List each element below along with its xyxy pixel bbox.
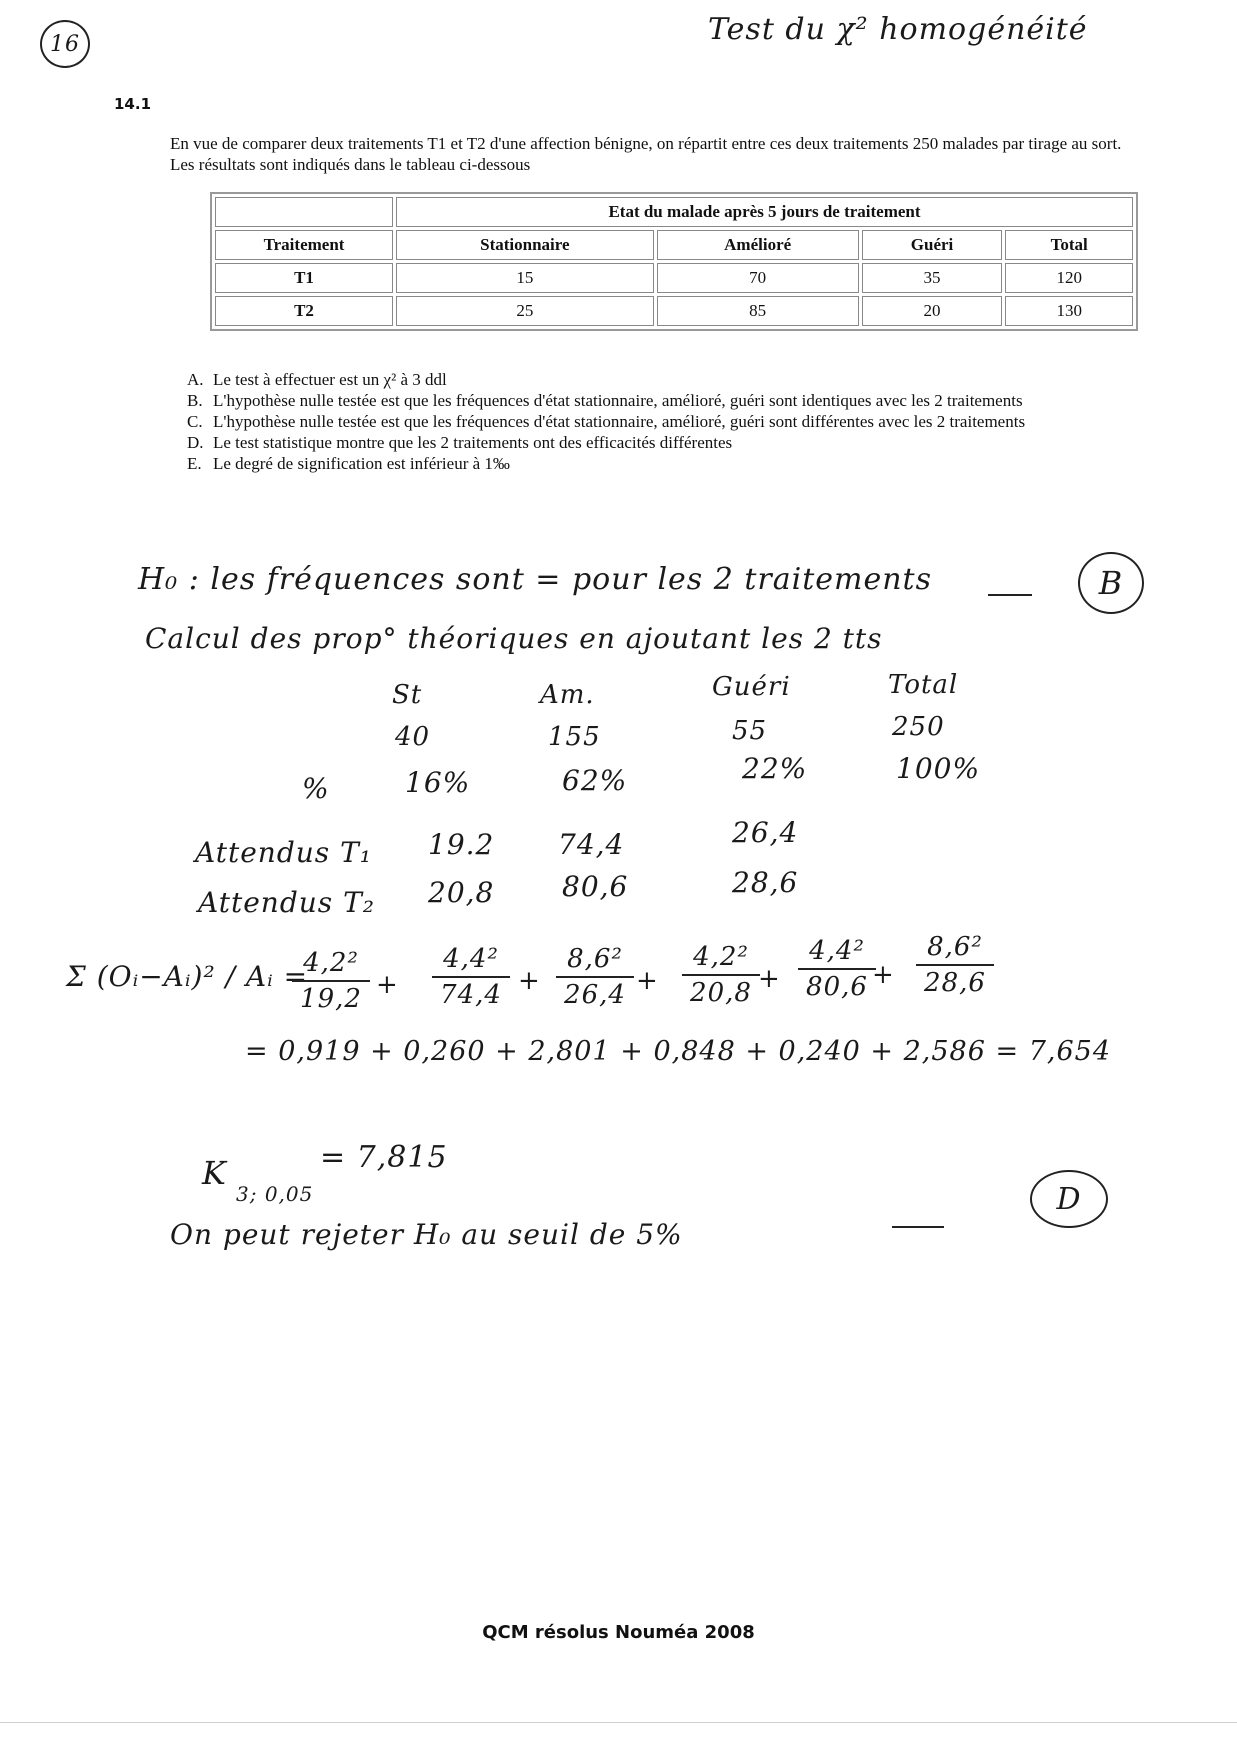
fraction-bar xyxy=(682,974,760,976)
hw-k-label: K xyxy=(202,1154,227,1192)
arrow-2 xyxy=(892,1226,944,1228)
row-label: T2 xyxy=(215,296,393,326)
hw-col-total: Total xyxy=(888,670,959,700)
hw-fraction-num: 8,6² xyxy=(567,944,623,974)
plus-sign: + xyxy=(518,966,541,996)
option-letter: C. xyxy=(187,412,203,431)
hw-count: 250 xyxy=(892,712,945,742)
row-label: T1 xyxy=(215,263,393,293)
option-text: L'hypothèse nulle testée est que les fréquences d'état stationnaire, amélioré, guéri sont identiques avec les 2 traitements xyxy=(213,391,1023,410)
hw-fraction xyxy=(682,942,760,1008)
fraction-bar xyxy=(556,976,634,978)
hw-fraction-den: 28,6 xyxy=(924,968,986,998)
table-row xyxy=(215,296,1133,326)
hw-fraction-num: 4,4² xyxy=(443,944,499,974)
hw-fraction xyxy=(916,932,994,998)
hw-expected-t1: 74,4 xyxy=(558,828,625,861)
hw-fraction-den: 26,4 xyxy=(564,980,626,1010)
option-letter: A. xyxy=(187,370,204,389)
plus-sign: + xyxy=(872,960,895,990)
hw-pct: 100% xyxy=(896,752,981,785)
hw-fraction xyxy=(798,936,876,1002)
page-number-circle xyxy=(40,20,90,68)
option-letter: B. xyxy=(187,391,203,410)
plus-sign: + xyxy=(636,966,659,996)
hw-expected-t1: 26,4 xyxy=(732,816,799,849)
table-empty-cell xyxy=(215,197,393,227)
option-d xyxy=(187,433,1147,452)
hw-expected-t1: 19.2 xyxy=(428,828,495,861)
hw-fraction xyxy=(292,948,370,1014)
option-text: Le test statistique montre que les 2 traitements ont des efficacités différentes xyxy=(213,433,733,452)
column-header: Amélioré xyxy=(657,230,859,260)
table-group-header: Etat du malade après 5 jours de traitement xyxy=(396,197,1133,227)
hw-pct-label: % xyxy=(302,772,330,805)
option-c xyxy=(187,412,1147,431)
hw-col-st: St xyxy=(392,680,423,710)
fraction-bar xyxy=(432,976,510,978)
option-a xyxy=(187,370,1147,389)
hw-fraction-num: 8,6² xyxy=(927,932,983,962)
answer-circle-b xyxy=(1078,552,1144,614)
hw-expected-t2: 28,6 xyxy=(732,866,799,899)
answer-options xyxy=(187,370,1147,475)
table-cell: 70 xyxy=(657,263,859,293)
table-group-header-row xyxy=(215,197,1133,227)
handwritten-title: Test du χ² homogénéité xyxy=(708,12,1088,47)
handwritten-hypothesis: H₀ : les fréquences sont = pour les 2 traitements xyxy=(138,562,933,597)
hw-expected-t1-label: Attendus T₁ xyxy=(195,836,372,869)
option-b xyxy=(187,391,1147,410)
page-number: 16 xyxy=(50,31,80,57)
hw-expected-t2: 80,6 xyxy=(562,870,629,903)
option-letter: D. xyxy=(187,433,204,452)
table-cell: 130 xyxy=(1005,296,1133,326)
table-cell: 120 xyxy=(1005,263,1133,293)
plus-sign: + xyxy=(758,964,781,994)
option-e xyxy=(187,454,1147,473)
hw-pct: 16% xyxy=(405,766,471,799)
option-text: Le degré de signification est inférieur à 1‰ xyxy=(213,454,510,473)
page-bottom-line xyxy=(0,1722,1237,1723)
hw-conclusion: On peut rejeter H₀ au seuil de 5% xyxy=(170,1218,683,1251)
handwritten-calc-intro: Calcul des prop° théoriques en ajoutant les 2 tts xyxy=(145,622,883,655)
column-header: Guéri xyxy=(862,230,1003,260)
table-cell: 25 xyxy=(396,296,654,326)
question-number: 14.1 xyxy=(114,95,152,113)
table-row xyxy=(215,263,1133,293)
hw-k-value: = 7,815 xyxy=(320,1140,448,1175)
option-text: Le test à effectuer est un χ² à 3 ddl xyxy=(213,370,447,389)
hw-sum-result: = 0,919 + 0,260 + 2,801 + 0,848 + 0,240 + 2,586 = 7,654 xyxy=(245,1036,1112,1067)
column-header: Total xyxy=(1005,230,1133,260)
hw-expected-t2: 20,8 xyxy=(428,876,495,909)
table-cell: 35 xyxy=(862,263,1003,293)
hw-k-subscript: 3; 0,05 xyxy=(236,1182,314,1206)
table-header-row xyxy=(215,230,1133,260)
hw-count: 155 xyxy=(548,722,601,752)
hw-fraction-num: 4,4² xyxy=(809,936,865,966)
hw-fraction xyxy=(556,944,634,1010)
table-cell: 15 xyxy=(396,263,654,293)
plus-sign: + xyxy=(376,970,399,1000)
table-cell: 20 xyxy=(862,296,1003,326)
hw-fraction-den: 19,2 xyxy=(300,984,362,1014)
hw-fraction-den: 20,8 xyxy=(690,978,752,1008)
column-header: Traitement xyxy=(215,230,393,260)
footer: QCM résolus Nouméa 2008 xyxy=(482,1622,755,1643)
hw-col-am: Am. xyxy=(540,680,595,710)
hw-pct: 62% xyxy=(562,764,628,797)
hw-expected-t2-label: Attendus T₂ xyxy=(198,886,375,919)
answer-b: B xyxy=(1098,564,1124,602)
hw-pct: 22% xyxy=(742,752,808,785)
fraction-bar xyxy=(292,980,370,982)
answer-d: D xyxy=(1056,1181,1082,1217)
hw-fraction xyxy=(432,944,510,1010)
hw-sum-formula: Σ (Oᵢ−Aᵢ)² / Aᵢ = xyxy=(66,960,309,993)
answer-circle-d xyxy=(1030,1170,1108,1228)
table-cell: 85 xyxy=(657,296,859,326)
option-letter: E. xyxy=(187,454,202,473)
hw-fraction-den: 74,4 xyxy=(440,980,502,1010)
hw-fraction-num: 4,2² xyxy=(303,948,359,978)
hw-fraction-num: 4,2² xyxy=(693,942,749,972)
column-header: Stationnaire xyxy=(396,230,654,260)
fraction-bar xyxy=(916,964,994,966)
question-intro: En vue de comparer deux traitements T1 et T2 d'une affection bénigne, on répartit entre ces deux traitements 250 malades par tirage au sort. Les résultats sont indiqués dans le tableau ci-dessous xyxy=(170,134,1122,174)
hw-count: 55 xyxy=(732,716,768,746)
results-table xyxy=(210,192,1138,331)
option-text: L'hypothèse nulle testée est que les fréquences d'état stationnaire, amélioré, guéri sont différentes avec les 2 traitements xyxy=(213,412,1026,431)
hw-col-gueri: Guéri xyxy=(712,672,791,702)
fraction-bar xyxy=(798,968,876,970)
hw-fraction-den: 80,6 xyxy=(806,972,868,1002)
arrow-1 xyxy=(988,594,1032,596)
hw-count: 40 xyxy=(395,722,431,752)
